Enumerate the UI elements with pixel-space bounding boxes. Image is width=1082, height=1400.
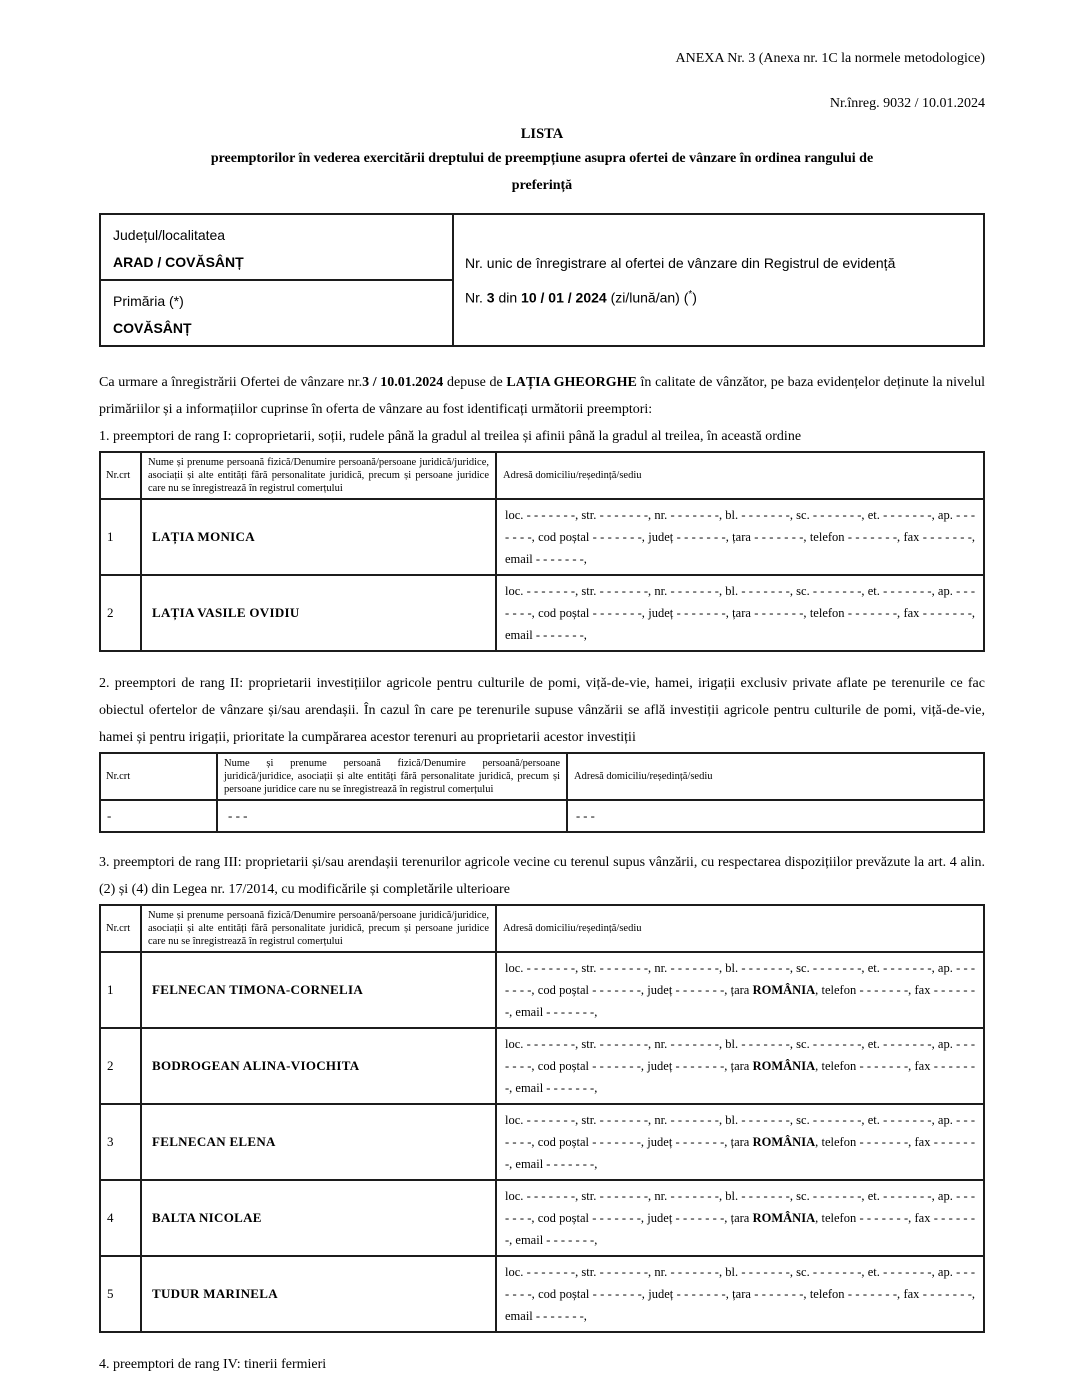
preemptor-name-cell: TUDUR MARINELA <box>141 1256 496 1332</box>
text-segment: Nr. <box>465 289 487 306</box>
text-segment: COVĂSÂNȚ <box>165 254 244 270</box>
address-segment: loc. - - - - - - -, str. - - - - - - -, nr. - - - - - - -, bl. - - - - - - -, sc. - - - - - - -, et. - - - - - - -, ap. - - - - - - -, cod poștal - - - - - - -, județ - - - - - - -, țara <box>505 961 975 997</box>
preemptor-row <box>100 1028 984 1104</box>
preemptor-name-cell: FELNECAN ELENA <box>141 1104 496 1180</box>
address-segment: loc. - - - - - - -, str. - - - - - - -, nr. - - - - - - -, bl. - - - - - - -, sc. - - - - - - -, et. - - - - - - -, ap. - - - - - - -, cod poștal - - - - - - -, județ - - - - - - -, țara <box>505 584 975 620</box>
table-header-rank2 <box>100 753 984 800</box>
address-segment: , telefon - - - - - - -, fax - - - - - - -, email - - - - - - -, <box>505 606 975 642</box>
preemptor-address-cell <box>496 499 984 575</box>
text-segment: 3 / 10.01.2024 <box>362 375 444 390</box>
registry-cell <box>453 214 984 346</box>
table-body-rank2 <box>100 800 984 832</box>
registration-info-table <box>99 213 985 347</box>
preemptor-name-cell: LAȚIA VASILE OVIDIU <box>141 575 496 651</box>
text-segment: 10 / 01 / 2024 <box>521 289 607 306</box>
header-address: Adresă domiciliu/reședință/sediu <box>496 452 984 499</box>
preemptor-name-cell: BALTA NICOLAE <box>141 1180 496 1256</box>
row-number-cell: 5 <box>100 1256 141 1332</box>
address-segment: - - - - - - - <box>754 530 804 544</box>
header-name: Nume și prenume persoană fizică/Denumire persoană/persoane juridică/juridice, asociații și alte entități fără personalitate juridică, precum și persoane juridice care nu se înregistrează în registrul comerțului <box>141 452 496 499</box>
address-segment: , telefon - - - - - - -, fax - - - - - - -, email - - - - - - -, <box>505 1211 976 1247</box>
preemptor-row <box>100 1180 984 1256</box>
row-number-cell: 1 <box>100 499 141 575</box>
preemptor-row <box>100 499 984 575</box>
row-number-cell: 3 <box>100 1104 141 1180</box>
section-heading-rank4: 4. preemptori de rang IV: tinerii fermieri <box>99 1357 327 1372</box>
document-subtitle <box>99 145 985 199</box>
text-segment: ) <box>692 289 697 306</box>
intro-paragraph <box>99 369 985 423</box>
cityhall-value: COVĂSÂNȚ <box>113 320 192 336</box>
header-row <box>100 905 984 952</box>
row-number-cell: 2 <box>100 1028 141 1104</box>
address-segment: loc. - - - - - - -, str. - - - - - - -, nr. - - - - - - -, bl. - - - - - - -, sc. - - - - - - -, et. - - - - - - -, ap. - - - - - - -, cod poștal - - - - - - -, județ - - - - - - -, țara <box>505 508 975 544</box>
preemptor-table-rank1 <box>99 451 985 652</box>
address-segment: , telefon - - - - - - -, fax - - - - - - -, email - - - - - - -, <box>505 1287 975 1323</box>
address-segment: , telefon - - - - - - -, fax - - - - - - -, email - - - - - - -, <box>505 1059 976 1095</box>
row-number-cell: 2 <box>100 575 141 651</box>
text-segment: Ca urmare a înregistrării Ofertei de vânzare nr. <box>99 375 363 390</box>
table-body-rank3 <box>100 952 984 1332</box>
address-segment: ROMÂNIA <box>752 1059 816 1073</box>
header-row <box>100 452 984 499</box>
address-segment: loc. - - - - - - -, str. - - - - - - -, nr. - - - - - - -, bl. - - - - - - -, sc. - - - - - - -, et. - - - - - - -, ap. - - - - - - -, cod poștal - - - - - - -, județ - - - - - - -, țara <box>505 1037 975 1073</box>
address-segment: - - - - - - - <box>754 606 804 620</box>
registry-text: Nr. unic de înregistrare al ofertei de vânzare din Registrul de evidență <box>465 254 896 271</box>
header-row <box>100 753 984 800</box>
county-row <box>100 214 984 280</box>
text-segment: ARAD <box>113 254 154 270</box>
text-segment: * <box>688 288 693 300</box>
preemptor-table-rank2 <box>99 752 985 833</box>
text-segment: în calitate de vânzător, pe baza evidențelor deținute la nivelul primăriilor și a informațiilor cuprinse în oferta de vânzare au fost identificați următorii preemptori: <box>99 375 986 417</box>
row-number-cell: 4 <box>100 1180 141 1256</box>
preemptor-name-cell: FELNECAN TIMONA-CORNELIA <box>141 952 496 1028</box>
county-cell <box>100 214 453 280</box>
row-number-cell: - <box>100 800 217 832</box>
preemptor-row <box>100 952 984 1028</box>
address-segment: loc. - - - - - - -, str. - - - - - - -, nr. - - - - - - -, bl. - - - - - - -, sc. - - - - - - -, et. - - - - - - -, ap. - - - - - - -, cod poștal - - - - - - -, județ - - - - - - -, țara <box>505 1189 975 1225</box>
cityhall-cell <box>100 280 453 346</box>
preemptor-address-cell <box>496 1104 984 1180</box>
address-segment: ROMÂNIA <box>752 983 816 997</box>
header-name: Nume și prenume persoană fizică/Denumire persoană/persoane juridică/juridice, asociații și alte entități fără personalitate juridică, precum și persoane juridice care nu se înregistrează în registrul comerțului <box>217 753 567 800</box>
document-subtitle-line1: preemptorilor în vederea exercitării dreptului de preempțiune asupra ofertei de vânzare în ordinea rangului de <box>210 151 874 166</box>
preemptor-row <box>100 800 984 832</box>
text-segment: LAȚIA GHEORGHE <box>506 375 637 390</box>
preemptor-address-cell <box>496 575 984 651</box>
registry-number-line <box>465 279 972 314</box>
preemptor-table-rank3 <box>99 904 985 1333</box>
preemptor-address-cell <box>496 952 984 1028</box>
preemptor-address-cell <box>496 1256 984 1332</box>
document-title: LISTA <box>520 126 564 142</box>
preemptor-name-cell: - - - <box>217 800 567 832</box>
text-segment: (zi/lună/an) ( <box>606 289 689 306</box>
header-nr: Nr.crt <box>100 905 141 952</box>
text-segment: / <box>153 254 166 270</box>
preemptor-name-cell: LAȚIA MONICA <box>141 499 496 575</box>
address-segment: , telefon - - - - - - -, fax - - - - - - -, email - - - - - - -, <box>505 983 976 1019</box>
registration-note: Nr.înreg. 9032 / 10.01.2024 <box>829 96 985 111</box>
document-content <box>99 0 985 1378</box>
preemptor-row <box>100 1104 984 1180</box>
preemptor-address-cell <box>496 1180 984 1256</box>
header-name: Nume și prenume persoană fizică/Denumire persoană/persoane juridică/juridice, asociații și alte entități fără personalitate juridică, precum și persoane juridice care nu se înregistrează în registrul comerțului <box>141 905 496 952</box>
annex-note: ANEXA Nr. 3 (Anexa nr. 1C la normele metodologice) <box>675 51 985 66</box>
preemptor-address-cell <box>496 1028 984 1104</box>
address-segment: loc. - - - - - - -, str. - - - - - - -, nr. - - - - - - -, bl. - - - - - - -, sc. - - - - - - -, et. - - - - - - -, ap. - - - - - - -, cod poștal - - - - - - -, județ - - - - - - -, țara <box>505 1113 975 1149</box>
text-segment: depuse de <box>443 375 507 390</box>
preemptor-name-cell: BODROGEAN ALINA-VIOCHITA <box>141 1028 496 1104</box>
address-segment: loc. - - - - - - -, str. - - - - - - -, nr. - - - - - - -, bl. - - - - - - -, sc. - - - - - - -, et. - - - - - - -, ap. - - - - - - -, cod poștal - - - - - - -, județ - - - - - - -, țara <box>505 1265 975 1301</box>
county-label: Județul/localitatea <box>113 227 226 243</box>
document-subtitle-line2: preferință <box>511 178 573 193</box>
preemptor-row <box>100 1256 984 1332</box>
row-number-cell: 1 <box>100 952 141 1028</box>
section-heading-rank3: 3. preemptori de rang III: proprietarii și/sau arendașii terenurilor agricole vecine cu terenul supus vânzării, cu respectarea dispozițiilor prevăzute la art. 4 alin. (2) și (4) din Legea nr. 17/2014, cu modificările și completările ulterioare <box>99 855 985 897</box>
table-body-rank1 <box>100 499 984 651</box>
text-segment: 3 <box>486 289 495 306</box>
header-address: Adresă domiciliu/reședință/sediu <box>496 905 984 952</box>
address-segment: , telefon - - - - - - -, fax - - - - - - -, email - - - - - - -, <box>505 1135 976 1171</box>
address-segment: - - - - - - - <box>754 1287 804 1301</box>
section-heading-rank2: 2. preemptori de rang II: proprietarii investițiilor agricole pentru culturile de pomi, viță-de-vie, hamei, irigații exclusiv private aflate pe terenurile ce fac obiectul ofertelor de vânzare și/sau arendașii. În cazul în care pe terenurile supuse vânzării se află investiții agricole pentru culturile de pomi, viță-de-vie, hamei și pentru irigații, prioritate la cumpărarea acestor terenuri au proprietarii acestor investiții <box>99 676 985 745</box>
section-heading-rank1: 1. preemptori de rang I: coproprietarii, soții, rudele până la gradul al treilea și afinii până la gradul al treilea, în această ordine <box>99 429 802 444</box>
header-nr: Nr.crt <box>100 452 141 499</box>
header-nr: Nr.crt <box>100 753 217 800</box>
county-value <box>113 252 440 272</box>
preemptor-address-cell: - - - <box>567 800 984 832</box>
cityhall-label: Primăria (*) <box>113 293 184 309</box>
table-header-rank3 <box>100 905 984 952</box>
text-segment: din <box>494 289 522 306</box>
address-segment: ROMÂNIA <box>752 1211 816 1225</box>
header-address: Adresă domiciliu/reședință/sediu <box>567 753 984 800</box>
address-segment: ROMÂNIA <box>752 1135 816 1149</box>
table-header-rank1 <box>100 452 984 499</box>
address-segment: , telefon - - - - - - -, fax - - - - - - -, email - - - - - - -, <box>505 530 975 566</box>
preemptor-row <box>100 575 984 651</box>
